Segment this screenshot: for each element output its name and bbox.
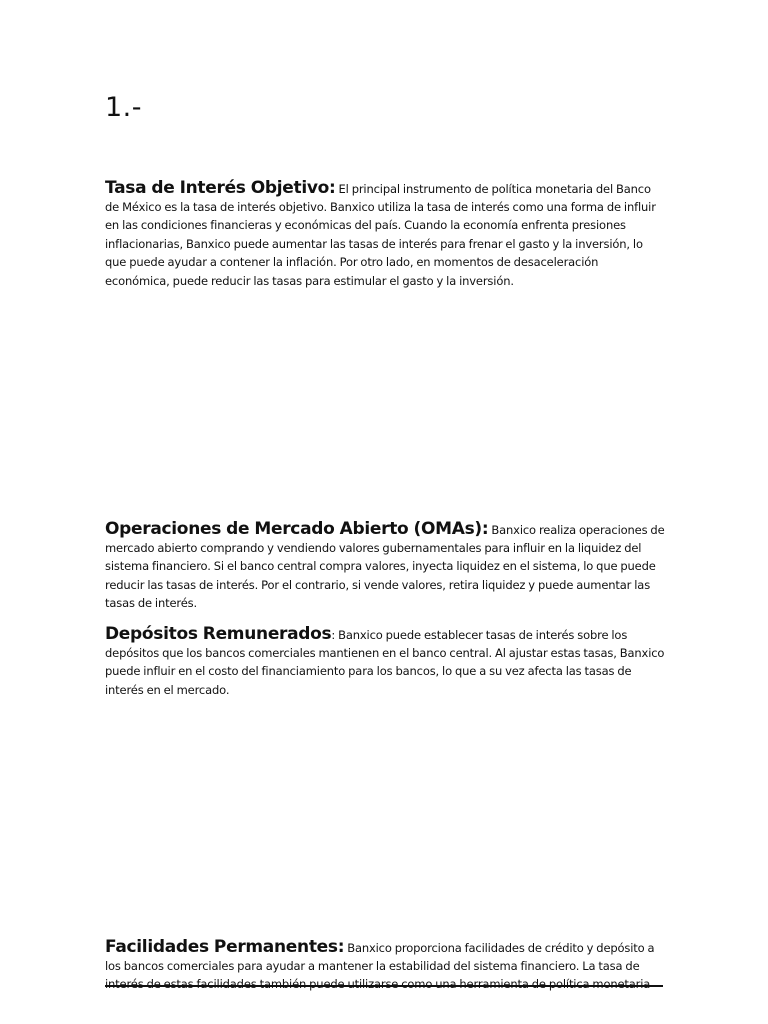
section-body: Banxico proporciona facilidades de crédito y depósito a los bancos comerciales para ayudar a mantener la estabilidad del sistema financiero. La tasa de interés de estas facilidades también puede utilizarse como una herramienta de política monetaria: [105, 940, 655, 992]
page-bottom-rule: [105, 985, 663, 987]
paragraph-depositos-remunerados: [105, 625, 665, 700]
paragraph-operaciones-mercado-abierto: [105, 520, 665, 613]
section-body: : Banxico puede establecer tasas de interés sobre los depósitos que los bancos comerciales mantienen en el banco central. Al ajustar estas tasas, Banxico puede influir en el costo del financiamiento para los bancos, lo que a su vez afecta las tasas de interés en el mercado.: [105, 627, 665, 697]
section-heading: Operaciones de Mercado Abierto (OMAs):: [105, 518, 489, 539]
section-heading: Facilidades Permanentes:: [105, 936, 345, 957]
section-number: 1.-: [105, 92, 143, 123]
section-body: Banxico realiza operaciones de mercado abierto comprando y vendiendo valores gubernamentales para influir en la liquidez del sistema financiero. Si el banco central compra valores, inyecta liquidez en el sistema, lo que puede reducir las tasas de interés. Por el contrario, si vende valores, retira liquidez y puede aumentar las tasas de interés.: [105, 522, 665, 611]
section-heading: Depósitos Remunerados: [105, 623, 332, 644]
section-body: El principal instrumento de política monetaria del Banco de México es la tasa de interés objetivo. Banxico utiliza la tasa de interés como una forma de influir en las condiciones financieras y económicas del país. Cuando la economía enfrenta presiones inflacionarias, Banxico puede aumentar las tasas de interés para frenar el gasto y la inversión, lo que puede ayudar a contener la inflación. Por otro lado, en momentos de desaceleración económica, puede reducir las tasas para estimular el gasto y la inversión.: [105, 181, 656, 288]
paragraph-tasa-interes-objetivo: [105, 179, 665, 290]
section-heading: Tasa de Interés Objetivo:: [105, 177, 336, 198]
